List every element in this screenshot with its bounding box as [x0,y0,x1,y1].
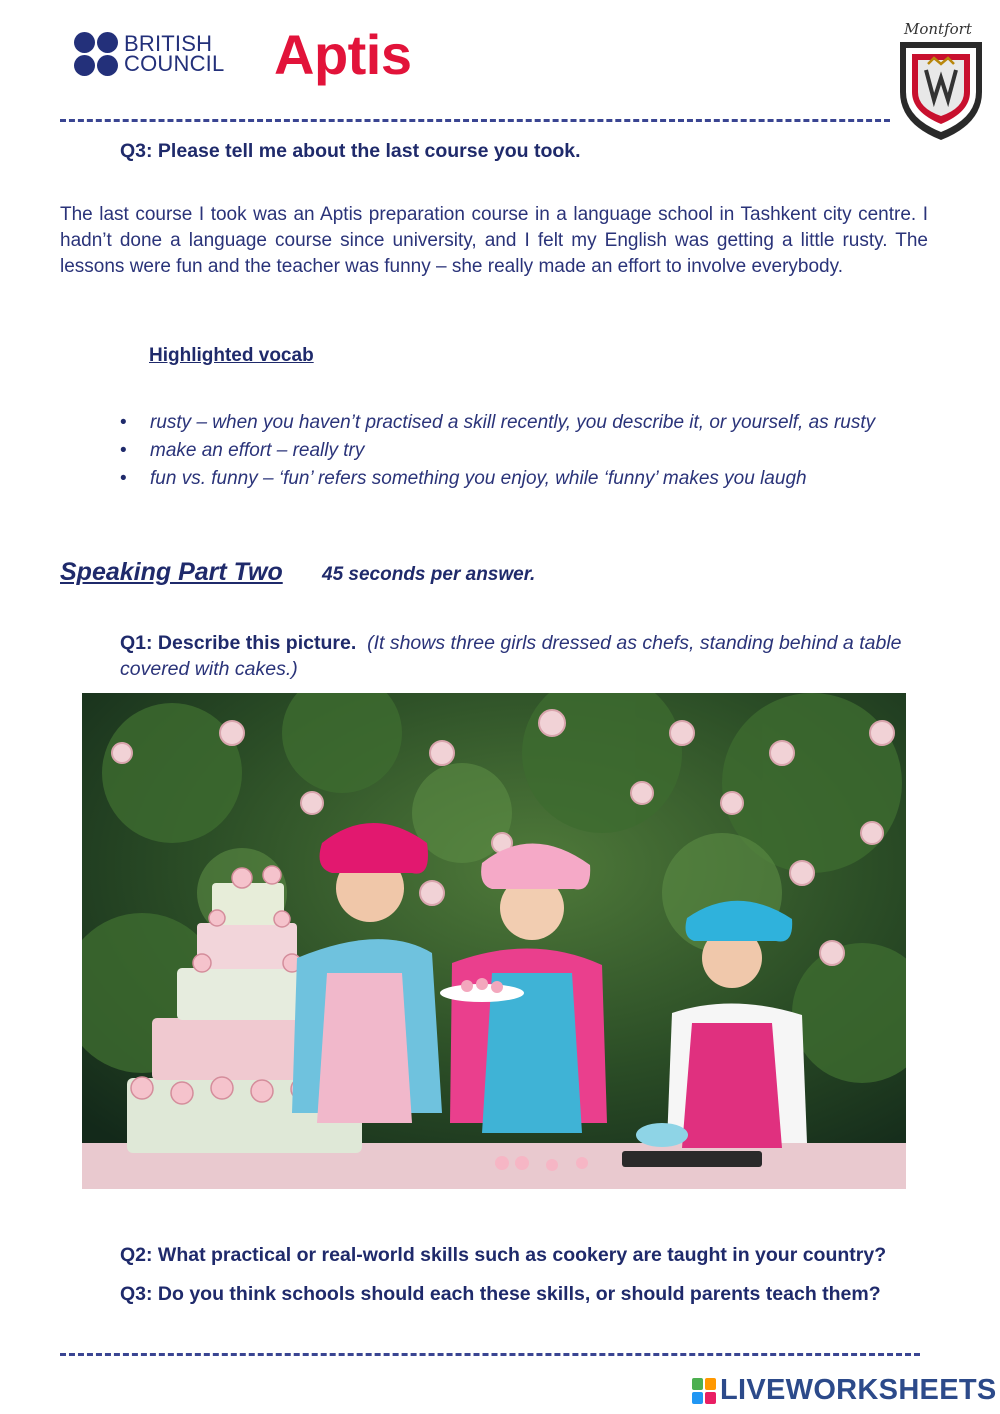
vocab-item: • rusty – when you haven’t practised a skill recently, you describe it, or yourself, as rusty [120,410,920,436]
vocab-heading: Highlighted vocab [149,345,314,366]
british-council-dots-icon [74,32,118,76]
question-1-note: (It shows three girls dressed as chefs, standing behind a table covered with cakes.) [120,632,902,680]
section-heading: Speaking Part Two [60,558,283,586]
british-council-wordmark: BRITISH COUNCIL [124,31,225,76]
question-3-part-one: Q3: Please tell me about the last course you took. [120,140,581,162]
question-2-part-two: Q2: What practical or real-world skills such as cookery are taught in your country? [120,1244,887,1266]
liveworksheets-badge-icon [692,1378,716,1404]
vocab-item: • make an effort – really try [120,438,920,464]
montfort-crest-icon [890,12,990,144]
british-council-logo [74,32,224,76]
section-timing: 45 seconds per answer. [322,564,536,585]
liveworksheets-wordmark: LIVEWORKSHEETS [720,1374,997,1406]
question-1-label: Q1: Describe this picture. [120,632,357,654]
aptis-logo: Aptis [274,23,412,86]
question-3-part-two: Q3: Do you think schools should each these skills, or should parents teach them? [120,1283,881,1305]
question-1-part-two [120,630,912,682]
header-divider [60,119,890,122]
chefs-cakes-photo [82,693,906,1189]
photo-illustration [82,693,906,1189]
liveworksheets-logo[interactable] [692,1374,997,1407]
footer-divider [60,1353,920,1356]
model-answer-paragraph: The last course I took was an Aptis preparation course in a language school in Tashkent city centre. I hadn’t done a language course since university, and I felt my English was getting a little rusty. The lessons were fun and the teacher was funny – she really made an effort to involve everybody. [60,204,928,277]
vocab-item: • fun vs. funny – ‘fun’ refers something you enjoy, while ‘funny’ makes you laugh [120,466,920,492]
vocab-list [120,410,920,494]
crest-signature: Montfort [904,20,972,38]
